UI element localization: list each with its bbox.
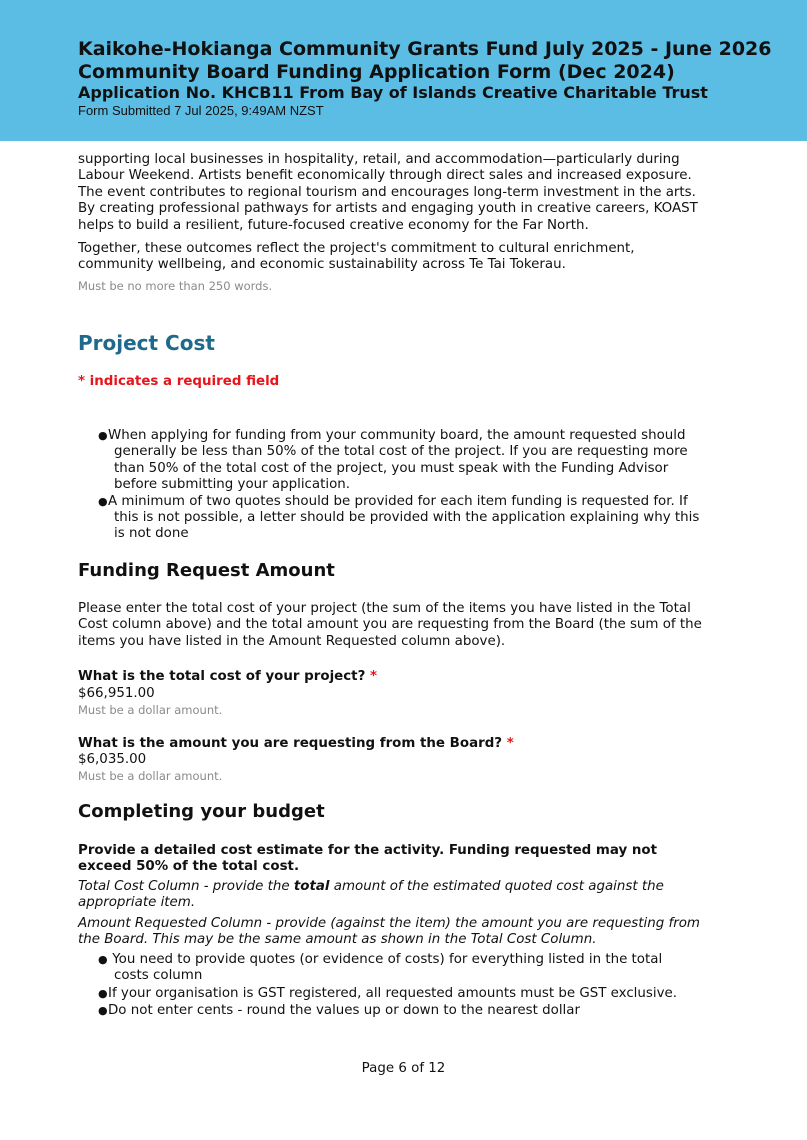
application-number: Application No. KHCB11 From Bay of Islands Creative Charitable Trust	[78, 83, 708, 102]
section-title-project-cost: Project Cost	[78, 331, 215, 355]
text-line: You need to provide quotes (or evidence of costs) for everything listed in the total	[108, 952, 663, 967]
section-title-completing-budget: Completing your budget	[78, 801, 325, 822]
text-line: Together, these outcomes reflect the project's commitment to cultural enrichment,	[78, 241, 635, 256]
text-line: is not done	[114, 526, 189, 542]
form-title	[78, 38, 772, 84]
bullet-icon: ●	[98, 429, 108, 442]
text-run: amount of the estimated quoted cost against the	[329, 879, 664, 894]
text-line: supporting local businesses in hospitality, retail, and accommodation—particularly during	[78, 152, 680, 167]
text-line: this is not possible, a letter should be provided with the application explaining why this	[114, 510, 700, 526]
list-item	[98, 1003, 718, 1019]
text-line: than 50% of the total cost of the project, you must speak with the Funding Advisor	[114, 460, 669, 476]
text-line: If your organisation is GST registered, all requested amounts must be GST exclusive.	[108, 985, 678, 1001]
text-line: helps to build a resilient, future-focused creative economy for the Far North.	[78, 217, 589, 233]
text-line: generally be less than 50% of the total cost of the project. If you are requesting more	[114, 444, 688, 460]
text-run: Total Cost Column - provide the	[78, 879, 294, 894]
text-line: community wellbeing, and economic sustainability across Te Tai Tokerau.	[78, 257, 566, 273]
text-line: exceed 50% of the total cost.	[78, 859, 300, 875]
amount-requested-column-note	[78, 916, 728, 949]
bullet-icon: ●	[98, 1004, 108, 1018]
question-text: What is the amount you are requesting from the Board?	[78, 736, 503, 751]
total-cost-column-note	[78, 879, 728, 912]
question-text: What is the total cost of your project?	[78, 669, 366, 684]
text-line: Provide a detailed cost estimate for the activity. Funding requested may not	[78, 843, 658, 858]
text-line: When applying for funding from your community board, the amount requested should	[108, 428, 686, 443]
intro-paragraph-1	[78, 152, 728, 234]
funding-request-description	[78, 601, 728, 650]
section-title-funding-request: Funding Request Amount	[78, 560, 335, 581]
text-line: Labour Weekend. Artists benefit economically through direct sales and increased exposure.	[78, 168, 692, 184]
question-amount-requested-label	[78, 736, 514, 752]
word-limit-hint: Must be no more than 250 words.	[78, 279, 273, 293]
list-item	[98, 986, 718, 1002]
text-line: costs column	[114, 968, 203, 984]
form-title-line1: Kaikohe-Hokianga Community Grants Fund July 2025 - June 2026	[78, 38, 772, 60]
amount-requested-value: $6,035.00	[78, 752, 147, 767]
text-line	[78, 879, 728, 895]
dollar-amount-hint: Must be a dollar amount.	[78, 703, 223, 717]
bullet-icon: ●	[98, 494, 108, 508]
text-line: items you have listed in the Amount Requested column above).	[78, 633, 506, 649]
text-line: A minimum of two quotes should be provided for each item funding is requested for. If	[108, 493, 688, 509]
budget-instruction	[78, 843, 728, 876]
text-line: Please enter the total cost of your project (the sum of the items you have listed in the Total	[78, 601, 691, 616]
text-line: By creating professional pathways for artists and engaging youth in creative careers, KOAST	[78, 201, 698, 217]
bullet-icon: ●	[98, 986, 108, 1000]
text-line: Do not enter cents - round the values up or down to the nearest dollar	[108, 1003, 580, 1019]
budget-guidance-list	[98, 952, 718, 1020]
list-item	[98, 494, 718, 543]
page-number: Page 6 of 12	[361, 1061, 446, 1076]
required-asterisk: *	[370, 669, 378, 684]
text-line: appropriate item.	[78, 895, 196, 911]
text-line: the Board. This may be the same amount as shown in the Total Cost Column.	[78, 932, 597, 948]
text-line: Cost column above) and the total amount you are requesting from the Board (the sum of the	[78, 617, 702, 633]
question-total-cost-label	[78, 669, 377, 685]
emphasis-text: total	[293, 879, 330, 894]
form-header	[0, 0, 807, 141]
text-line: The event contributes to regional tourism and encourages long-term investment in the arts.	[78, 184, 696, 200]
list-item	[98, 428, 718, 494]
required-field-note: * indicates a required field	[78, 374, 280, 389]
total-cost-value: $66,951.00	[78, 686, 155, 701]
project-cost-guidance-list	[98, 428, 718, 543]
text-line: Amount Requested Column - provide (against the item) the amount you are requesting from	[78, 916, 700, 931]
list-item	[98, 952, 718, 985]
required-asterisk: *	[506, 736, 514, 751]
dollar-amount-hint: Must be a dollar amount.	[78, 769, 223, 783]
text-line: before submitting your application.	[114, 477, 351, 493]
intro-paragraph-2	[78, 241, 728, 274]
bullet-icon: ●	[98, 953, 108, 966]
form-title-line2: Community Board Funding Application Form (Dec 2024)	[78, 61, 675, 83]
submission-timestamp: Form Submitted 7 Jul 2025, 9:49AM NZST	[78, 103, 324, 118]
